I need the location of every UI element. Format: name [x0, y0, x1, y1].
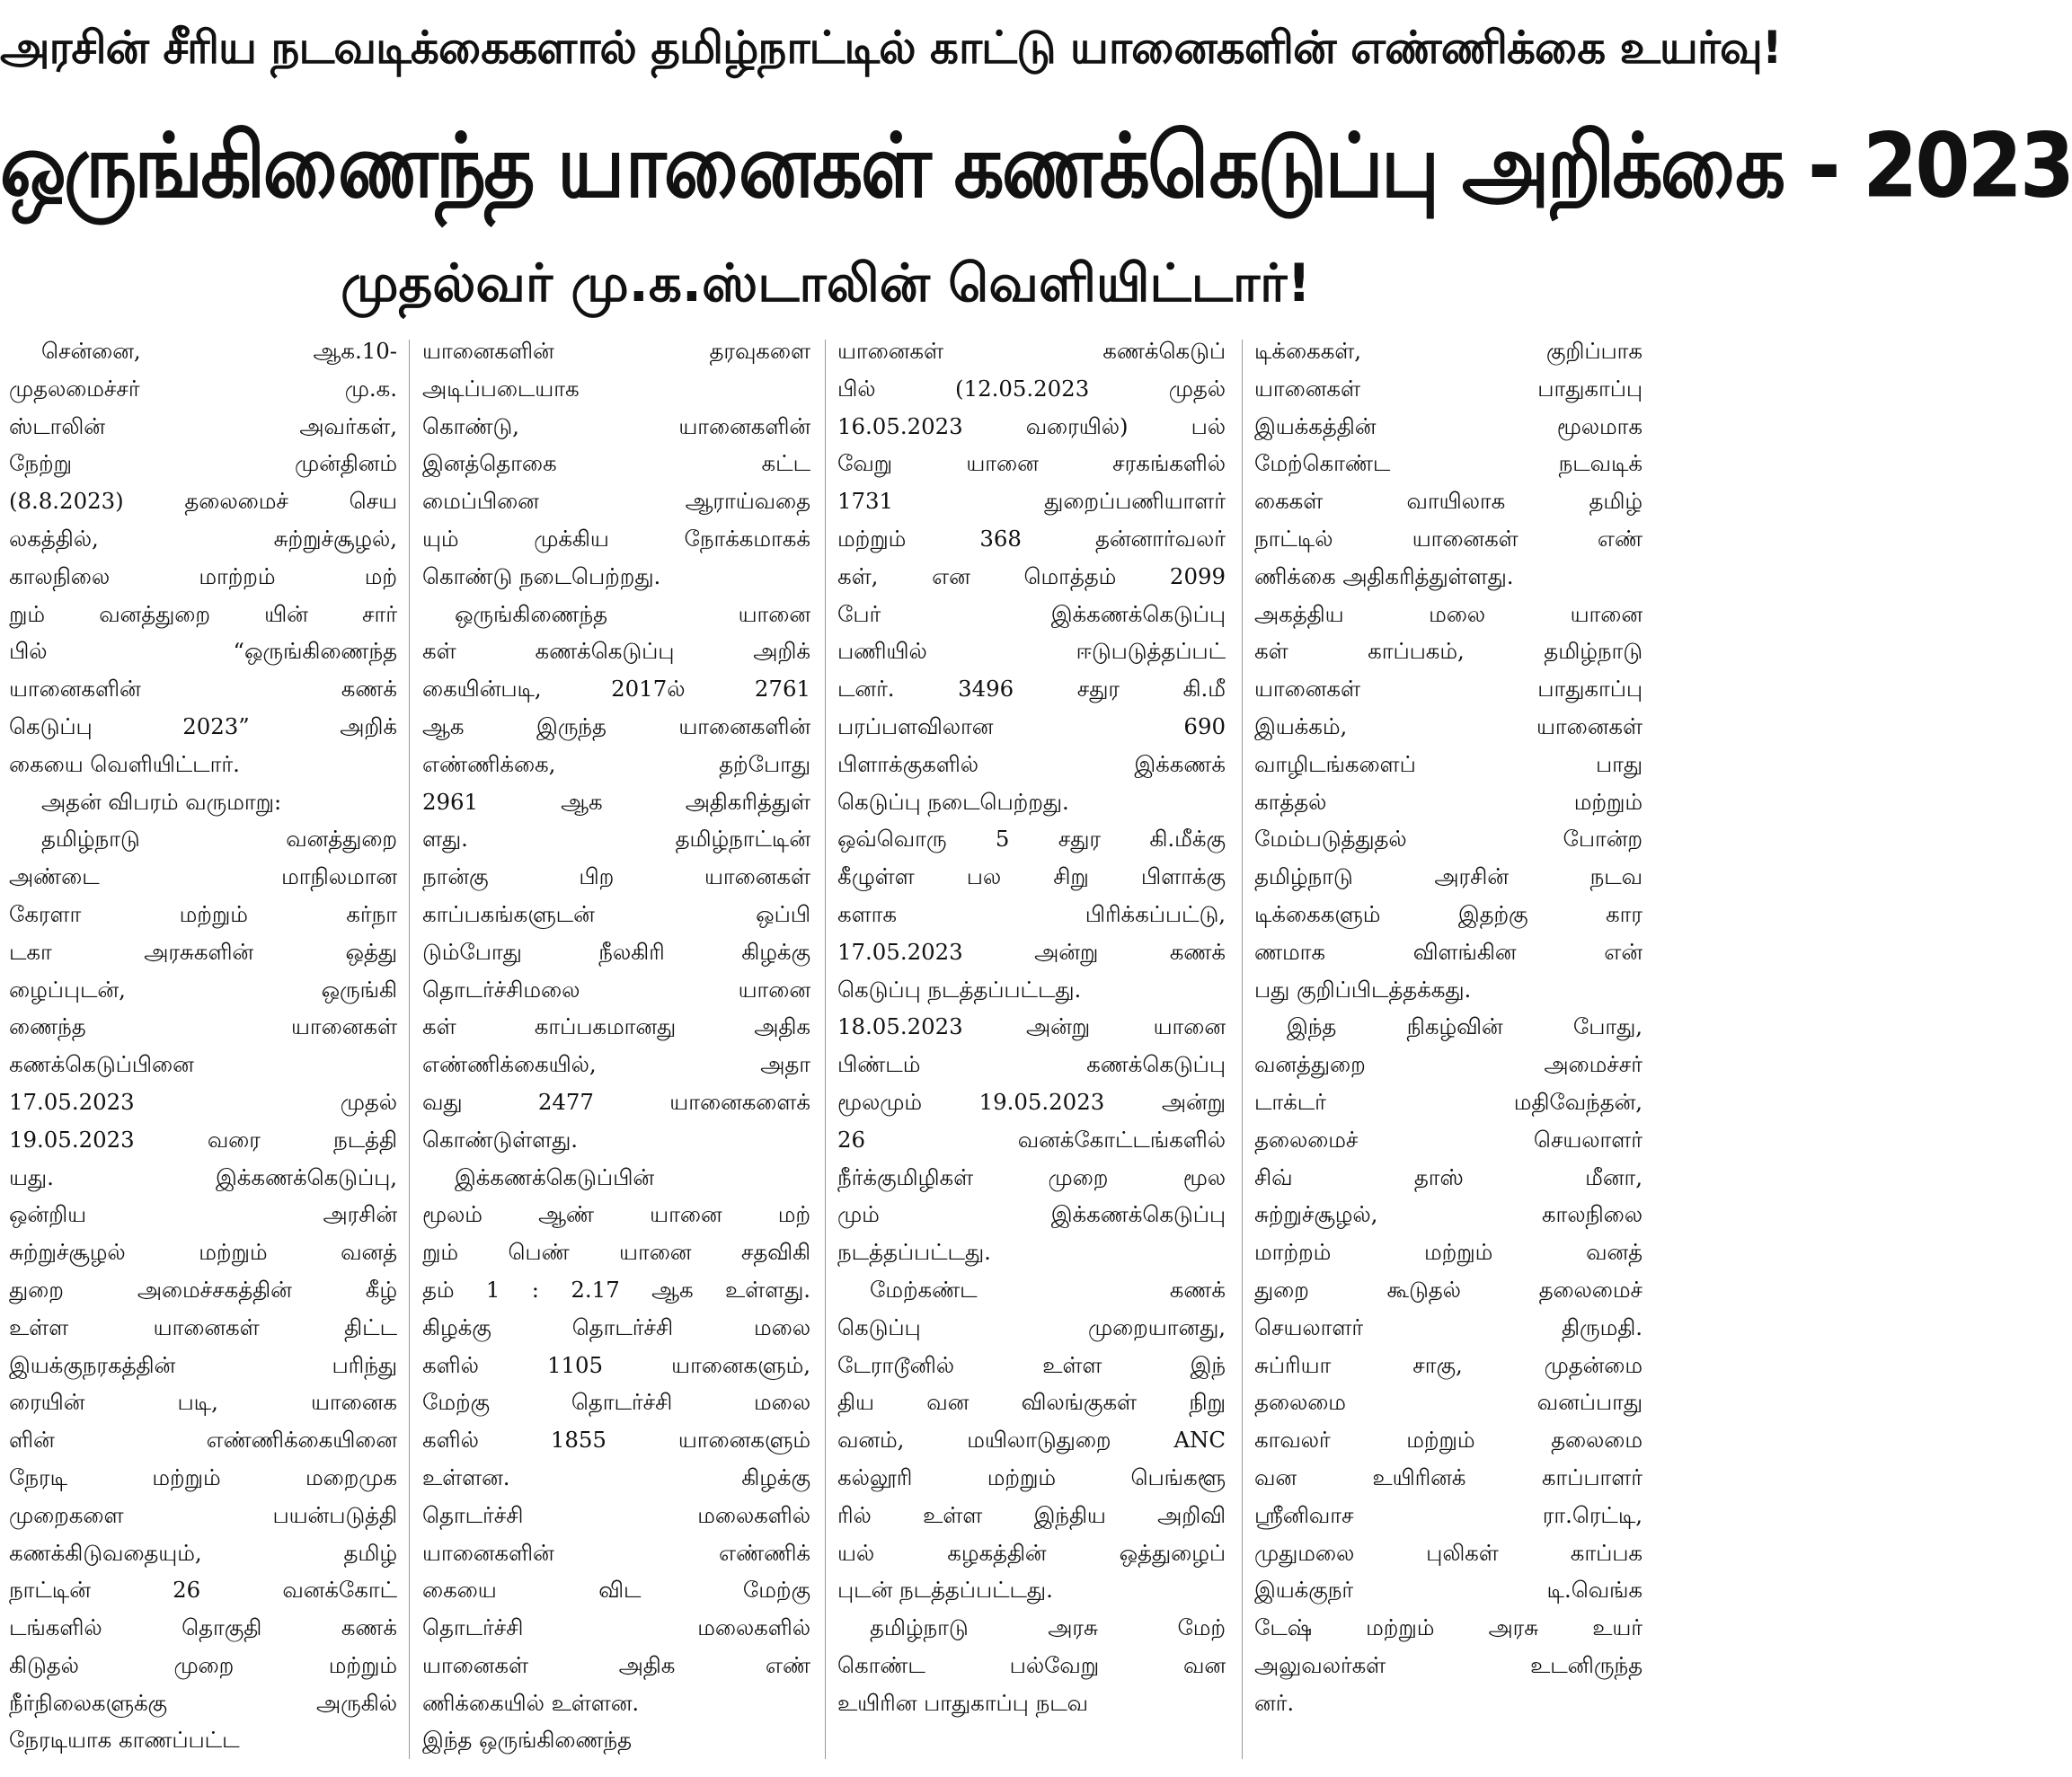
article-line: மேற்கண்ட கணக் — [870, 1276, 1226, 1303]
article-line: முதலமைச்சர் மு.க. — [9, 375, 397, 402]
article-line: னர். — [1254, 1689, 1295, 1716]
article-line: தமிழ்நாடு வனத்துறை — [41, 826, 397, 853]
article-line: தலைமை வனப்பாது — [1254, 1389, 1643, 1416]
article-line: துறை கூடுதல் தலைமைச் — [1254, 1276, 1643, 1303]
article-line: கள் காப்பகமானது அதிக — [422, 1013, 810, 1040]
article-column-1 — [9, 332, 397, 1770]
article-line: யானைகளின் எண்ணிக் — [422, 1539, 810, 1566]
article-line: கள், என மொத்தம் 2099 — [837, 562, 1226, 589]
article-line: யது. இக்கணக்கெடுப்பு, — [9, 1163, 397, 1190]
article-line: மேம்படுத்துதல் போன்ற — [1254, 826, 1643, 853]
article-line: 19.05.2023 வரை நடத்தி — [9, 1126, 397, 1153]
article-line: மும் இக்கணக்கெடுப்பு — [837, 1201, 1226, 1228]
article-line: யானைகள் அதிக எண் — [422, 1651, 810, 1678]
article-line: கையை வெளியிட்டார். — [9, 750, 240, 777]
article-line: 2961 ஆக அதிகரித்துள் — [422, 788, 810, 815]
article-line: (8.8.2023) தலைமைச் செய — [9, 488, 397, 515]
article-line: பிளாக்குகளில் இக்கணக் — [837, 750, 1226, 777]
column-divider — [1242, 340, 1243, 1759]
kicker-headline: அரசின் சீரிய நடவடிக்கைகளால் தமிழ்நாட்டில் காட்டு யானைகளின் எண்ணிக்கை உயர்வு! — [0, 22, 1782, 74]
article-line: ணைந்த யானைகள் — [9, 1013, 397, 1040]
main-headline: ஒருங்கிணைந்த யானைகள் கணக்கெடுப்பு அறிக்கை - 2023 — [0, 113, 2072, 218]
column-divider — [409, 340, 410, 1759]
article-line: டங்களில் தொகுதி கணக் — [9, 1614, 397, 1641]
article-line: பில் (12.05.2023 முதல் — [837, 375, 1226, 402]
article-line: பேர் இக்கணக்கெடுப்பு — [837, 600, 1226, 627]
article-line: இனத்தொகை கட்ட — [422, 450, 810, 477]
article-line: றும் பெண் யானை சதவிகி — [422, 1239, 810, 1266]
article-line: டும்போது நீலகிரி கிழக்கு — [422, 938, 810, 965]
article-line: அதன் விபரம் வருமாறு: — [41, 788, 282, 815]
article-line: ழைப்புடன், ஒருங்கி — [9, 976, 397, 1003]
article-line: காப்பகங்களுடன் ஒப்பி — [422, 900, 810, 927]
article-line: கொண்ட பல்வேறு வன — [837, 1651, 1226, 1678]
article-line: ஒன்றிய அரசின் — [9, 1201, 397, 1228]
article-line: யும் முக்கிய நோக்கமாகக் — [422, 525, 810, 552]
article-line: கைகள் வாயிலாக தமிழ் — [1254, 488, 1643, 515]
article-line: வாழிடங்களைப் பாது — [1254, 750, 1643, 777]
article-line: அலுவலர்கள் உடனிருந்த — [1254, 1651, 1643, 1678]
article-line: 17.05.2023 முதல் — [9, 1088, 397, 1115]
article-line: கெடுப்பு நடைபெற்றது. — [837, 788, 1069, 815]
article-line: யானைகளின் தரவுகளை — [422, 338, 810, 364]
article-line: களில் 1105 யானைகளும், — [422, 1351, 810, 1378]
article-line: ளது. தமிழ்நாட்டின் — [422, 826, 810, 853]
article-line: மூலம் ஆண் யானை மற் — [422, 1201, 810, 1228]
article-line: தொடர்ச்சி மலைகளில் — [422, 1501, 810, 1528]
article-line: காத்தல் மற்றும் — [1254, 788, 1643, 815]
article-line: தமிழ்நாடு அரசின் நடவ — [1254, 863, 1643, 890]
article-line: எண்ணிக்கையில், அதா — [422, 1051, 810, 1078]
article-line: இயக்கம், யானைகள் — [1254, 712, 1643, 739]
article-line: பிண்டம் கணக்கெடுப்பு — [837, 1051, 1226, 1078]
article-line: வனத்துறை அமைச்சர் — [1254, 1051, 1643, 1078]
article-line: சுப்ரியா சாகு, முதன்மை — [1254, 1351, 1643, 1378]
article-line: கள் கணக்கெடுப்பு அறிக் — [422, 638, 810, 665]
article-line: சுற்றுச்சூழல், காலநிலை — [1254, 1201, 1643, 1228]
article-line: மேற்கொண்ட நடவடிக் — [1254, 450, 1643, 477]
article-line: கெடுப்பு நடத்தப்பட்டது. — [837, 976, 1082, 1003]
article-line: கிடுதல் முறை மற்றும் — [9, 1651, 397, 1678]
article-line: ணிக்கை அதிகரித்துள்ளது. — [1254, 562, 1514, 589]
article-line: திய வன விலங்குகள் நிறு — [837, 1389, 1226, 1416]
article-line: கெடுப்பு முறையானது, — [837, 1313, 1226, 1340]
article-line: கெடுப்பு 2023” அறிக் — [9, 712, 397, 739]
article-line: ரில் உள்ள இந்திய அறிவி — [837, 1501, 1226, 1528]
article-line: 16.05.2023 வரையில்) பல் — [837, 412, 1226, 439]
article-line: கேரளா மற்றும் கர்நா — [9, 900, 397, 927]
article-line: 26 வனக்கோட்டங்களில் — [837, 1126, 1226, 1153]
article-line: கொண்டு, யானைகளின் — [422, 412, 810, 439]
article-line: மூலமும் 19.05.2023 அன்று — [837, 1088, 1226, 1115]
article-line: பில் “ஒருங்கிணைந்த — [9, 638, 397, 665]
article-line: வேறு யானை சரகங்களில் — [837, 450, 1226, 477]
article-line: கையின்படி, 2017ல் 2761 — [422, 676, 810, 703]
article-line: நாட்டில் யானைகள் எண் — [1254, 525, 1643, 552]
article-line: இயக்குநர் டி.வெங்க — [1254, 1577, 1643, 1604]
article-line: இக்கணக்கெடுப்பின் — [455, 1163, 654, 1190]
article-line: சிவ் தாஸ் மீனா, — [1254, 1163, 1643, 1190]
article-line: களாக பிரிக்கப்பட்டு, — [837, 900, 1226, 927]
article-line: சென்னை, ஆக.10- — [41, 338, 397, 364]
article-line: கள் காப்பகம், தமிழ்நாடு — [1254, 638, 1643, 665]
article-line: வது 2477 யானைகளைக் — [422, 1088, 810, 1115]
article-line: டனர். 3496 சதுர கி.மீ — [837, 676, 1226, 703]
article-line: பரப்பளவிலான 690 — [837, 712, 1226, 739]
article-line: யானைகள் பாதுகாப்பு — [1254, 676, 1643, 703]
article-line: கொண்டு நடைபெற்றது. — [422, 562, 661, 589]
article-line: 17.05.2023 அன்று கணக் — [837, 938, 1226, 965]
article-line: நடத்தப்பட்டது. — [837, 1239, 991, 1266]
article-line: காலநிலை மாற்றம் மற் — [9, 562, 397, 589]
article-line: ஒவ்வொரு 5 சதுர கி.மீக்கு — [837, 826, 1226, 853]
article-line: மாற்றம் மற்றும் வனத் — [1254, 1239, 1643, 1266]
article-line: துறை அமைச்சகத்தின் கீழ் — [9, 1276, 397, 1303]
article-line: இந்த நிகழ்வின் போது, — [1287, 1013, 1643, 1040]
article-line: யல் கழகத்தின் ஒத்துழைப் — [837, 1539, 1226, 1566]
article-line: கணக்கிடுவதையும், தமிழ் — [9, 1539, 397, 1566]
article-line: டேராடூனில் உள்ள இந் — [837, 1351, 1226, 1378]
article-line: தொடர்ச்சி மலைகளில் — [422, 1614, 810, 1641]
article-line: கையை விட மேற்கு — [422, 1577, 810, 1604]
article-column-2 — [422, 332, 810, 1770]
article-line: ளின் எண்ணிக்கையினை — [9, 1427, 397, 1454]
article-line: இந்த ஒருங்கிணைந்த — [422, 1727, 633, 1754]
article-line: கீழுள்ள பல சிறு பிளாக்கு — [837, 863, 1226, 890]
article-line: புடன் நடத்தப்பட்டது. — [837, 1577, 1053, 1604]
article-line: டாக்டர் மதிவேந்தன், — [1254, 1088, 1643, 1115]
article-line: ஒருங்கிணைந்த யானை — [455, 600, 810, 627]
article-line: நீர்நிலைகளுக்கு அருகில் — [9, 1689, 397, 1716]
article-line: அடிப்படையாக — [422, 375, 580, 402]
article-line: உயிரின பாதுகாப்பு நடவ — [837, 1689, 1088, 1716]
article-line: கணக்கெடுப்பினை — [9, 1051, 194, 1078]
article-line: நேரடி மற்றும் மறைமுக — [9, 1463, 397, 1490]
article-line: இயக்கத்தின் மூலமாக — [1254, 412, 1643, 439]
article-line: செயலாளர் திருமதி. — [1254, 1313, 1643, 1340]
article-line: தமிழ்நாடு அரசு மேற் — [870, 1614, 1226, 1641]
article-line: யானைகளின் கணக் — [9, 676, 397, 703]
article-line: களில் 1855 யானைகளும் — [422, 1427, 810, 1454]
sub-headline: முதல்வர் மு.க.ஸ்டாலின் வெளியிட்டார்! — [341, 252, 1311, 314]
article-line: தொடர்ச்சிமலை யானை — [422, 976, 810, 1003]
article-line: இயக்குநரகத்தின் பரிந்து — [9, 1351, 397, 1378]
article-line: ரையின் படி, யானைக — [9, 1389, 397, 1416]
article-line: ஆக இருந்த யானைகளின் — [422, 712, 810, 739]
article-line: மேற்கு தொடர்ச்சி மலை — [422, 1389, 810, 1416]
column-divider — [825, 340, 826, 1759]
article-line: வன உயிரினக் காப்பாளர் — [1254, 1463, 1643, 1490]
article-line: கல்லூரி மற்றும் பெங்களூ — [837, 1463, 1226, 1490]
article-line: முதுமலை புலிகள் காப்பக — [1254, 1539, 1643, 1566]
article-line: எண்ணிக்கை, தற்போது — [422, 750, 810, 777]
article-column-4 — [1254, 332, 1643, 1770]
article-line: நேற்று முன்தினம் — [9, 450, 397, 477]
article-line: றும் வனத்துறை யின் சார் — [9, 600, 397, 627]
article-line: தம் 1 : 2.17 ஆக உள்ளது. — [422, 1276, 810, 1303]
article-line: அகத்திய மலை யானை — [1254, 600, 1643, 627]
article-line: ஸ்டாலின் அவர்கள், — [9, 412, 397, 439]
article-line: நேரடியாக காணப்பட்ட — [9, 1727, 240, 1754]
article-line: உள்ளன. கிழக்கு — [422, 1463, 810, 1490]
article-line: ணமாக விளங்கின என் — [1254, 938, 1643, 965]
article-line: ணிக்கையில் உள்ளன. — [422, 1689, 640, 1716]
article-column-3 — [837, 332, 1226, 1770]
article-line: டகா அரசுகளின் ஒத்து — [9, 938, 397, 965]
article-line: மைப்பினை ஆராய்வதை — [422, 488, 810, 515]
article-line: உள்ள யானைகள் திட்ட — [9, 1313, 397, 1340]
article-line: பது குறிப்பிடத்தக்கது. — [1254, 976, 1472, 1003]
article-line: லகத்தில், சுற்றுச்சூழல், — [9, 525, 397, 552]
article-line: ஸ்ரீனிவாச ரா.ரெட்டி, — [1254, 1501, 1643, 1528]
article-line: 18.05.2023 அன்று யானை — [837, 1013, 1226, 1040]
article-line: யானைகள் பாதுகாப்பு — [1254, 375, 1643, 402]
article-line: சுற்றுச்சூழல் மற்றும் வனத் — [9, 1239, 397, 1266]
article-line: மற்றும் 368 தன்னார்வலர் — [837, 525, 1226, 552]
article-line: நீர்க்குமிழிகள் முறை மூல — [837, 1163, 1226, 1190]
article-line: 1731 துறைப்பணியாளர் — [837, 488, 1226, 515]
article-line: கொண்டுள்ளது. — [422, 1126, 579, 1153]
article-line: அண்டை மாநிலமான — [9, 863, 397, 890]
article-line: வனம், மயிலாடுதுறை ANC — [837, 1427, 1226, 1454]
article-line: யானைகள் கணக்கெடுப் — [837, 338, 1226, 364]
article-line: டிக்கைகளும் இதற்கு கார — [1254, 900, 1643, 927]
article-line: நான்கு பிற யானைகள் — [422, 863, 810, 890]
article-line: டேஷ் மற்றும் அரசு உயர் — [1254, 1614, 1643, 1641]
article-line: கிழக்கு தொடர்ச்சி மலை — [422, 1313, 810, 1340]
article-line: தலைமைச் செயலாளர் — [1254, 1126, 1643, 1153]
article-line: டிக்கைகள், குறிப்பாக — [1254, 338, 1643, 364]
article-line: பணியில் ஈடுபடுத்தப்பட் — [837, 638, 1226, 665]
article-line: முறைகளை பயன்படுத்தி — [9, 1501, 397, 1528]
article-line: நாட்டின் 26 வனக்கோட் — [9, 1577, 397, 1604]
article-line: காவலர் மற்றும் தலைமை — [1254, 1427, 1643, 1454]
